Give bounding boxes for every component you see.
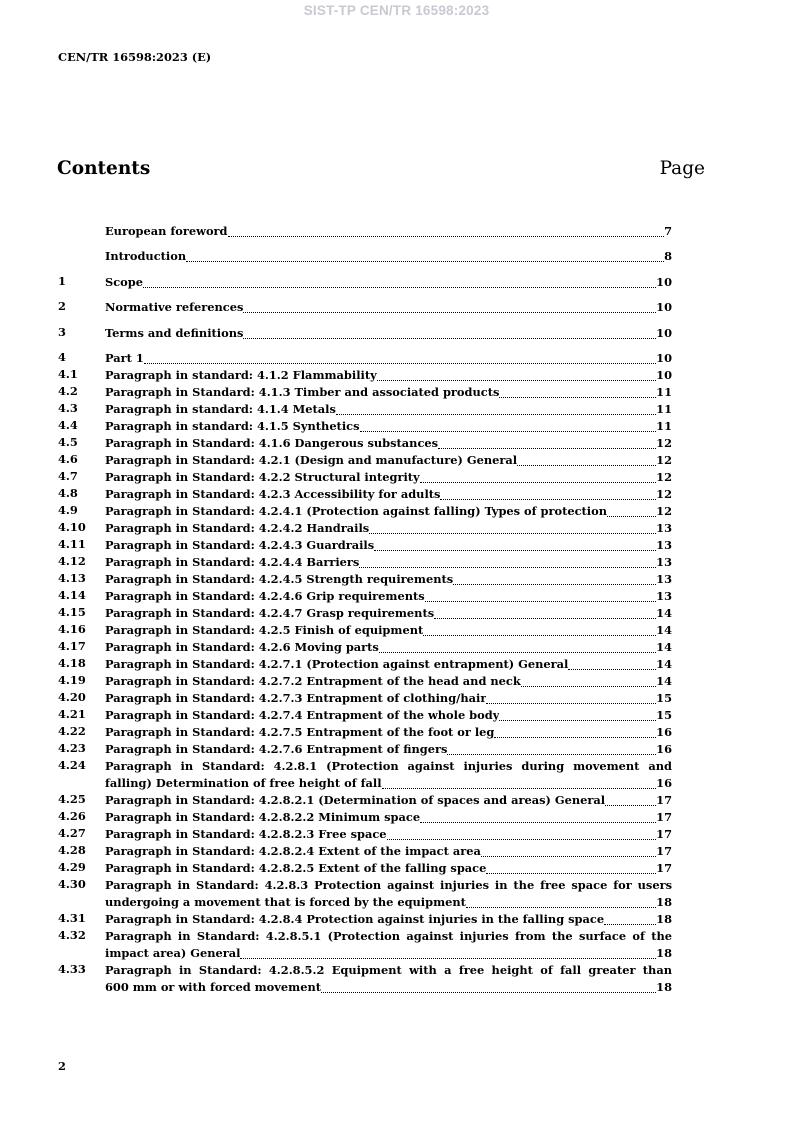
toc-dot-leader xyxy=(143,283,656,288)
toc-entry-page: 16 xyxy=(656,724,672,739)
page-column-label: Page xyxy=(659,158,705,179)
toc-entry-title: Paragraph in Standard: 4.2.8.2.2 Minimum space xyxy=(105,809,421,824)
toc-entry-title: Paragraph in Standard: 4.1.3 Timber and associated products xyxy=(105,384,500,399)
toc-entry-number: 2 xyxy=(58,299,66,314)
toc-entry-title: Paragraph in Standard: 4.2.8.2.1 (Determination of spaces and areas) General xyxy=(105,792,606,807)
toc-dot-leader xyxy=(425,597,656,602)
toc-dot-leader xyxy=(243,308,656,313)
toc-entry-number: 3 xyxy=(58,324,66,339)
toc-entry[interactable] xyxy=(58,877,672,911)
toc-entry[interactable] xyxy=(58,758,672,792)
toc-entry-title: Paragraph in Standard: 4.2.4.1 (Protection against falling) Types of protection xyxy=(105,503,607,518)
toc-entry-page: 13 xyxy=(656,554,672,569)
toc-entry-page: 12 xyxy=(656,469,672,484)
toc-entry[interactable] xyxy=(58,435,672,452)
toc-entry-page: 15 xyxy=(656,707,672,722)
toc-dot-leader xyxy=(605,801,656,806)
toc-entry-title: Paragraph in Standard: 4.2.4.2 Handrails xyxy=(105,520,370,535)
toc-entry-title: Paragraph in Standard: 4.2.7.4 Entrapment of the whole body xyxy=(105,707,500,722)
toc-entry[interactable] xyxy=(58,690,672,707)
toc-dot-leader xyxy=(420,478,656,483)
toc-entry-number: 4.24 xyxy=(58,757,86,772)
toc-entry[interactable] xyxy=(58,325,672,342)
toc-dot-leader xyxy=(321,988,656,993)
toc-entry-title: Paragraph in Standard: 4.2.8.4 Protection against injuries in the falling space xyxy=(105,911,605,926)
toc-dot-leader xyxy=(336,410,656,415)
toc-dot-leader xyxy=(607,512,656,517)
toc-entry-page: 18 xyxy=(656,945,672,960)
toc-entry-title: Paragraph in Standard: 4.2.8.2.3 Free space xyxy=(105,826,387,841)
toc-dot-leader xyxy=(240,954,656,959)
toc-entry-page: 17 xyxy=(656,809,672,824)
toc-dot-leader xyxy=(423,631,656,636)
contents-heading: Contents xyxy=(57,158,151,179)
toc-entry-number: 4.23 xyxy=(58,740,86,755)
toc-entry-number: 4.4 xyxy=(58,417,78,432)
toc-dot-leader xyxy=(604,920,656,925)
toc-entry[interactable] xyxy=(58,274,672,291)
toc-entry-page: 17 xyxy=(656,792,672,807)
toc-entry[interactable] xyxy=(58,741,672,758)
toc-entry-title: Paragraph in Standard: 4.2.6 Moving parts xyxy=(105,639,379,654)
toc-entry-page: 14 xyxy=(656,622,672,637)
toc-dot-leader xyxy=(499,716,656,721)
toc-dot-leader xyxy=(382,784,657,789)
toc-entry-number: 4.18 xyxy=(58,655,86,670)
toc-entry-title: Paragraph in Standard: 4.2.7.2 Entrapment of the head and neck xyxy=(105,673,521,688)
toc-entry-title: Paragraph in Standard: 4.2.3 Accessibility for adults xyxy=(105,486,441,501)
toc-entry-number: 4.15 xyxy=(58,604,86,619)
toc-dot-leader xyxy=(486,869,656,874)
toc-entry-title: Paragraph in Standard: 4.2.7.3 Entrapment of clothing/hair xyxy=(105,690,487,705)
toc-entry-page: 10 xyxy=(656,274,672,289)
toc-dot-leader xyxy=(568,665,656,670)
toc-entry-page: 16 xyxy=(656,741,672,756)
toc-dot-leader xyxy=(243,334,656,339)
toc-entry-page: 14 xyxy=(656,673,672,688)
toc-entry-number: 4.26 xyxy=(58,808,86,823)
toc-entry[interactable] xyxy=(58,299,672,316)
toc-entry-page: 13 xyxy=(656,588,672,603)
toc-entry[interactable] xyxy=(58,223,672,240)
toc-entry-title: Paragraph in Standard: 4.2.4.6 Grip requirements xyxy=(105,588,425,603)
toc-entry[interactable] xyxy=(58,469,672,486)
toc-entry[interactable] xyxy=(58,537,672,554)
toc-entry-title-line: Paragraph in Standard: 4.2.8.1 (Protection against injuries during movement and xyxy=(105,758,672,773)
toc-entry-title: Normative references xyxy=(105,300,244,315)
toc-entry-number: 4.8 xyxy=(58,485,78,500)
document-id: CEN/TR 16598:2023 (E) xyxy=(58,50,212,64)
toc-dot-leader xyxy=(517,461,656,466)
toc-entry[interactable] xyxy=(58,554,672,571)
toc-entry-page: 10 xyxy=(656,325,672,340)
toc-dot-leader xyxy=(481,852,656,857)
toc-entry-number: 4.29 xyxy=(58,859,86,874)
watermark: SIST-TP CEN/TR 16598:2023 xyxy=(303,3,490,18)
toc-entry-title-line: Paragraph in Standard: 4.2.8.5.2 Equipment with a free height of fall greater than xyxy=(105,962,672,977)
toc-entry[interactable] xyxy=(58,520,672,537)
toc-entry-number: 4.31 xyxy=(58,910,86,925)
toc-entry-title: Paragraph in standard: 4.1.4 Metals xyxy=(105,401,336,416)
toc-entry-title: European foreword xyxy=(105,224,228,238)
toc-dot-leader xyxy=(499,393,656,398)
toc-entry-title: Part 1 xyxy=(105,350,144,365)
toc-entry-title: impact area) General xyxy=(105,945,241,960)
toc-entry[interactable] xyxy=(58,571,672,588)
toc-entry[interactable] xyxy=(58,724,672,741)
toc-entry[interactable] xyxy=(58,826,672,843)
toc-entry-title: Paragraph in standard: 4.1.5 Synthetics xyxy=(105,418,360,433)
toc-entry[interactable] xyxy=(58,860,672,877)
toc-entry-number: 4.11 xyxy=(58,536,86,551)
toc-entry-number: 4.30 xyxy=(58,876,86,891)
toc-entry-page: 10 xyxy=(656,350,672,365)
toc-dot-leader xyxy=(453,580,656,585)
toc-entry-page: 11 xyxy=(656,401,672,416)
toc-entry-page: 17 xyxy=(656,843,672,858)
toc-entry-number: 4.25 xyxy=(58,791,86,806)
toc-entry[interactable] xyxy=(58,707,672,724)
toc-dot-leader xyxy=(360,427,657,432)
toc-entry-title: Paragraph in standard: 4.1.2 Flammability xyxy=(105,367,377,382)
toc-entry[interactable] xyxy=(58,367,672,384)
toc-entry-page: 12 xyxy=(656,486,672,501)
toc-entry-page: 15 xyxy=(656,690,672,705)
toc-entry-number: 4.28 xyxy=(58,842,86,857)
toc-entry-title: Paragraph in Standard: 4.2.8.2.5 Extent of the falling space xyxy=(105,860,487,875)
toc-entry[interactable] xyxy=(58,843,672,860)
toc-entry[interactable] xyxy=(58,673,672,690)
toc-entry-title-line: Paragraph in Standard: 4.2.8.3 Protection against injuries in the free space for users xyxy=(105,877,672,892)
toc-entry-title: Paragraph in Standard: 4.2.4.5 Strength requirements xyxy=(105,571,454,586)
toc-dot-leader xyxy=(379,648,656,653)
toc-entry-number: 4.33 xyxy=(58,961,86,976)
toc-entry[interactable] xyxy=(58,809,672,826)
toc-entry-page: 12 xyxy=(656,503,672,518)
toc-entry-number: 4.27 xyxy=(58,825,86,840)
toc-dot-leader xyxy=(486,699,656,704)
toc-dot-leader xyxy=(494,733,656,738)
toc-entry-title-line: Paragraph in Standard: 4.2.8.5.1 (Protection against injuries from the surface of the xyxy=(105,928,672,943)
toc-dot-leader xyxy=(447,750,656,755)
toc-dot-leader xyxy=(228,232,665,237)
toc-entry-title: Introduction xyxy=(105,249,187,264)
toc-entry-title: Paragraph in Standard: 4.1.6 Dangerous substances xyxy=(105,435,439,450)
toc-entry[interactable] xyxy=(58,384,672,401)
toc-entry[interactable] xyxy=(58,503,672,520)
toc-entry-title: Paragraph in Standard: 4.2.1 (Design and manufacture) General xyxy=(105,452,518,467)
toc-entry-number: 4.20 xyxy=(58,689,86,704)
toc-dot-leader xyxy=(377,376,656,381)
toc-entry-page: 18 xyxy=(656,979,672,994)
toc-entry-title: Paragraph in Standard: 4.2.7.5 Entrapment of the foot or leg xyxy=(105,724,495,739)
toc-dot-leader xyxy=(369,529,656,534)
toc-dot-leader xyxy=(466,903,656,908)
toc-entry-page: 14 xyxy=(656,639,672,654)
toc-entry-title: falling) Determination of free height of fall xyxy=(105,775,382,790)
toc-entry-page: 11 xyxy=(656,384,672,399)
toc-entry-page: 7 xyxy=(664,224,672,238)
toc-entry-title: Paragraph in Standard: 4.2.4.3 Guardrails xyxy=(105,537,375,552)
toc-entry-number: 4.3 xyxy=(58,400,78,415)
toc-entry-page: 12 xyxy=(656,452,672,467)
toc-entry-page: 11 xyxy=(656,418,672,433)
toc-entry-number: 4.7 xyxy=(58,468,78,483)
toc-entry-page: 14 xyxy=(656,656,672,671)
toc-entry-number: 4.19 xyxy=(58,672,86,687)
toc-entry[interactable] xyxy=(58,622,672,639)
toc-entry-page: 18 xyxy=(656,911,672,926)
toc-entry-number: 4.22 xyxy=(58,723,86,738)
toc-entry-title: Paragraph in Standard: 4.2.4.7 Grasp requirements xyxy=(105,605,435,620)
toc-entry-title: Paragraph in Standard: 4.2.4.4 Barriers xyxy=(105,554,360,569)
toc-entry-title: Paragraph in Standard: 4.2.7.1 (Protection against entrapment) General xyxy=(105,656,569,671)
toc-entry-page: 10 xyxy=(656,300,672,315)
toc-dot-leader xyxy=(438,444,656,449)
toc-dot-leader xyxy=(420,818,656,823)
toc-entry[interactable] xyxy=(58,639,672,656)
toc-entry-number: 4.17 xyxy=(58,638,86,653)
toc-entry[interactable] xyxy=(58,605,672,622)
toc-entry[interactable] xyxy=(58,588,672,605)
toc-dot-leader xyxy=(434,614,656,619)
toc-entry-number: 4.10 xyxy=(58,519,86,534)
toc-dot-leader xyxy=(440,495,656,500)
toc-entry-title: Paragraph in Standard: 4.2.8.2.4 Extent of the impact area xyxy=(105,843,481,858)
toc-entry-number: 4 xyxy=(58,349,66,364)
toc-entry-number: 4.14 xyxy=(58,587,86,602)
toc-entry-page: 18 xyxy=(656,894,672,909)
toc-entry-title: Scope xyxy=(105,274,143,289)
toc-entry-number: 4.5 xyxy=(58,434,78,449)
toc-entry[interactable] xyxy=(58,928,672,962)
toc-entry-title: 600 mm or with forced movement xyxy=(105,979,321,994)
toc-entry-number: 4.12 xyxy=(58,553,86,568)
toc-entry[interactable] xyxy=(58,401,672,418)
toc-entry[interactable] xyxy=(58,248,672,265)
toc-dot-leader xyxy=(387,835,657,840)
toc-entry[interactable] xyxy=(58,486,672,503)
toc-entry[interactable] xyxy=(58,452,672,469)
toc-entry-page: 16 xyxy=(656,775,672,790)
toc-entry-page: 10 xyxy=(656,367,672,382)
toc-entry-number: 4.6 xyxy=(58,451,78,466)
toc-entry-number: 1 xyxy=(58,273,66,288)
toc-entry[interactable] xyxy=(58,656,672,673)
toc-entry-title: Paragraph in Standard: 4.2.7.6 Entrapment of fingers xyxy=(105,741,448,756)
toc-entry-number: 4.13 xyxy=(58,570,86,585)
toc-entry-page: 17 xyxy=(656,860,672,875)
toc-entry[interactable] xyxy=(58,962,672,996)
toc-entry-number: 4.9 xyxy=(58,502,78,517)
toc-entry-number: 4.1 xyxy=(58,366,78,381)
toc-entry[interactable] xyxy=(58,792,672,809)
toc-entry-page: 13 xyxy=(656,520,672,535)
table-of-contents xyxy=(58,223,672,996)
toc-dot-leader xyxy=(186,257,664,262)
toc-dot-leader xyxy=(521,682,656,687)
toc-entry-page: 13 xyxy=(656,537,672,552)
toc-dot-leader xyxy=(359,563,656,568)
toc-entry-number: 4.2 xyxy=(58,383,78,398)
toc-entry-number: 4.32 xyxy=(58,927,86,942)
toc-entry[interactable] xyxy=(58,418,672,435)
toc-entry[interactable] xyxy=(58,350,672,367)
toc-entry-page: 12 xyxy=(656,435,672,450)
toc-entry-number: 4.16 xyxy=(58,621,86,636)
toc-dot-leader xyxy=(374,546,656,551)
toc-entry-page: 13 xyxy=(656,571,672,586)
toc-dot-leader xyxy=(144,359,656,364)
toc-entry-title: Paragraph in Standard: 4.2.2 Structural integrity xyxy=(105,469,420,484)
toc-entry[interactable] xyxy=(58,911,672,928)
toc-entry-title: undergoing a movement that is forced by the equipment xyxy=(105,894,466,909)
toc-entry-title: Terms and definitions xyxy=(105,325,244,340)
page-number: 2 xyxy=(58,1059,66,1073)
toc-entry-number: 4.21 xyxy=(58,706,86,721)
toc-entry-page: 8 xyxy=(664,249,672,264)
toc-entry-title: Paragraph in Standard: 4.2.5 Finish of equipment xyxy=(105,622,424,637)
toc-entry-page: 14 xyxy=(656,605,672,620)
toc-entry-page: 17 xyxy=(656,826,672,841)
